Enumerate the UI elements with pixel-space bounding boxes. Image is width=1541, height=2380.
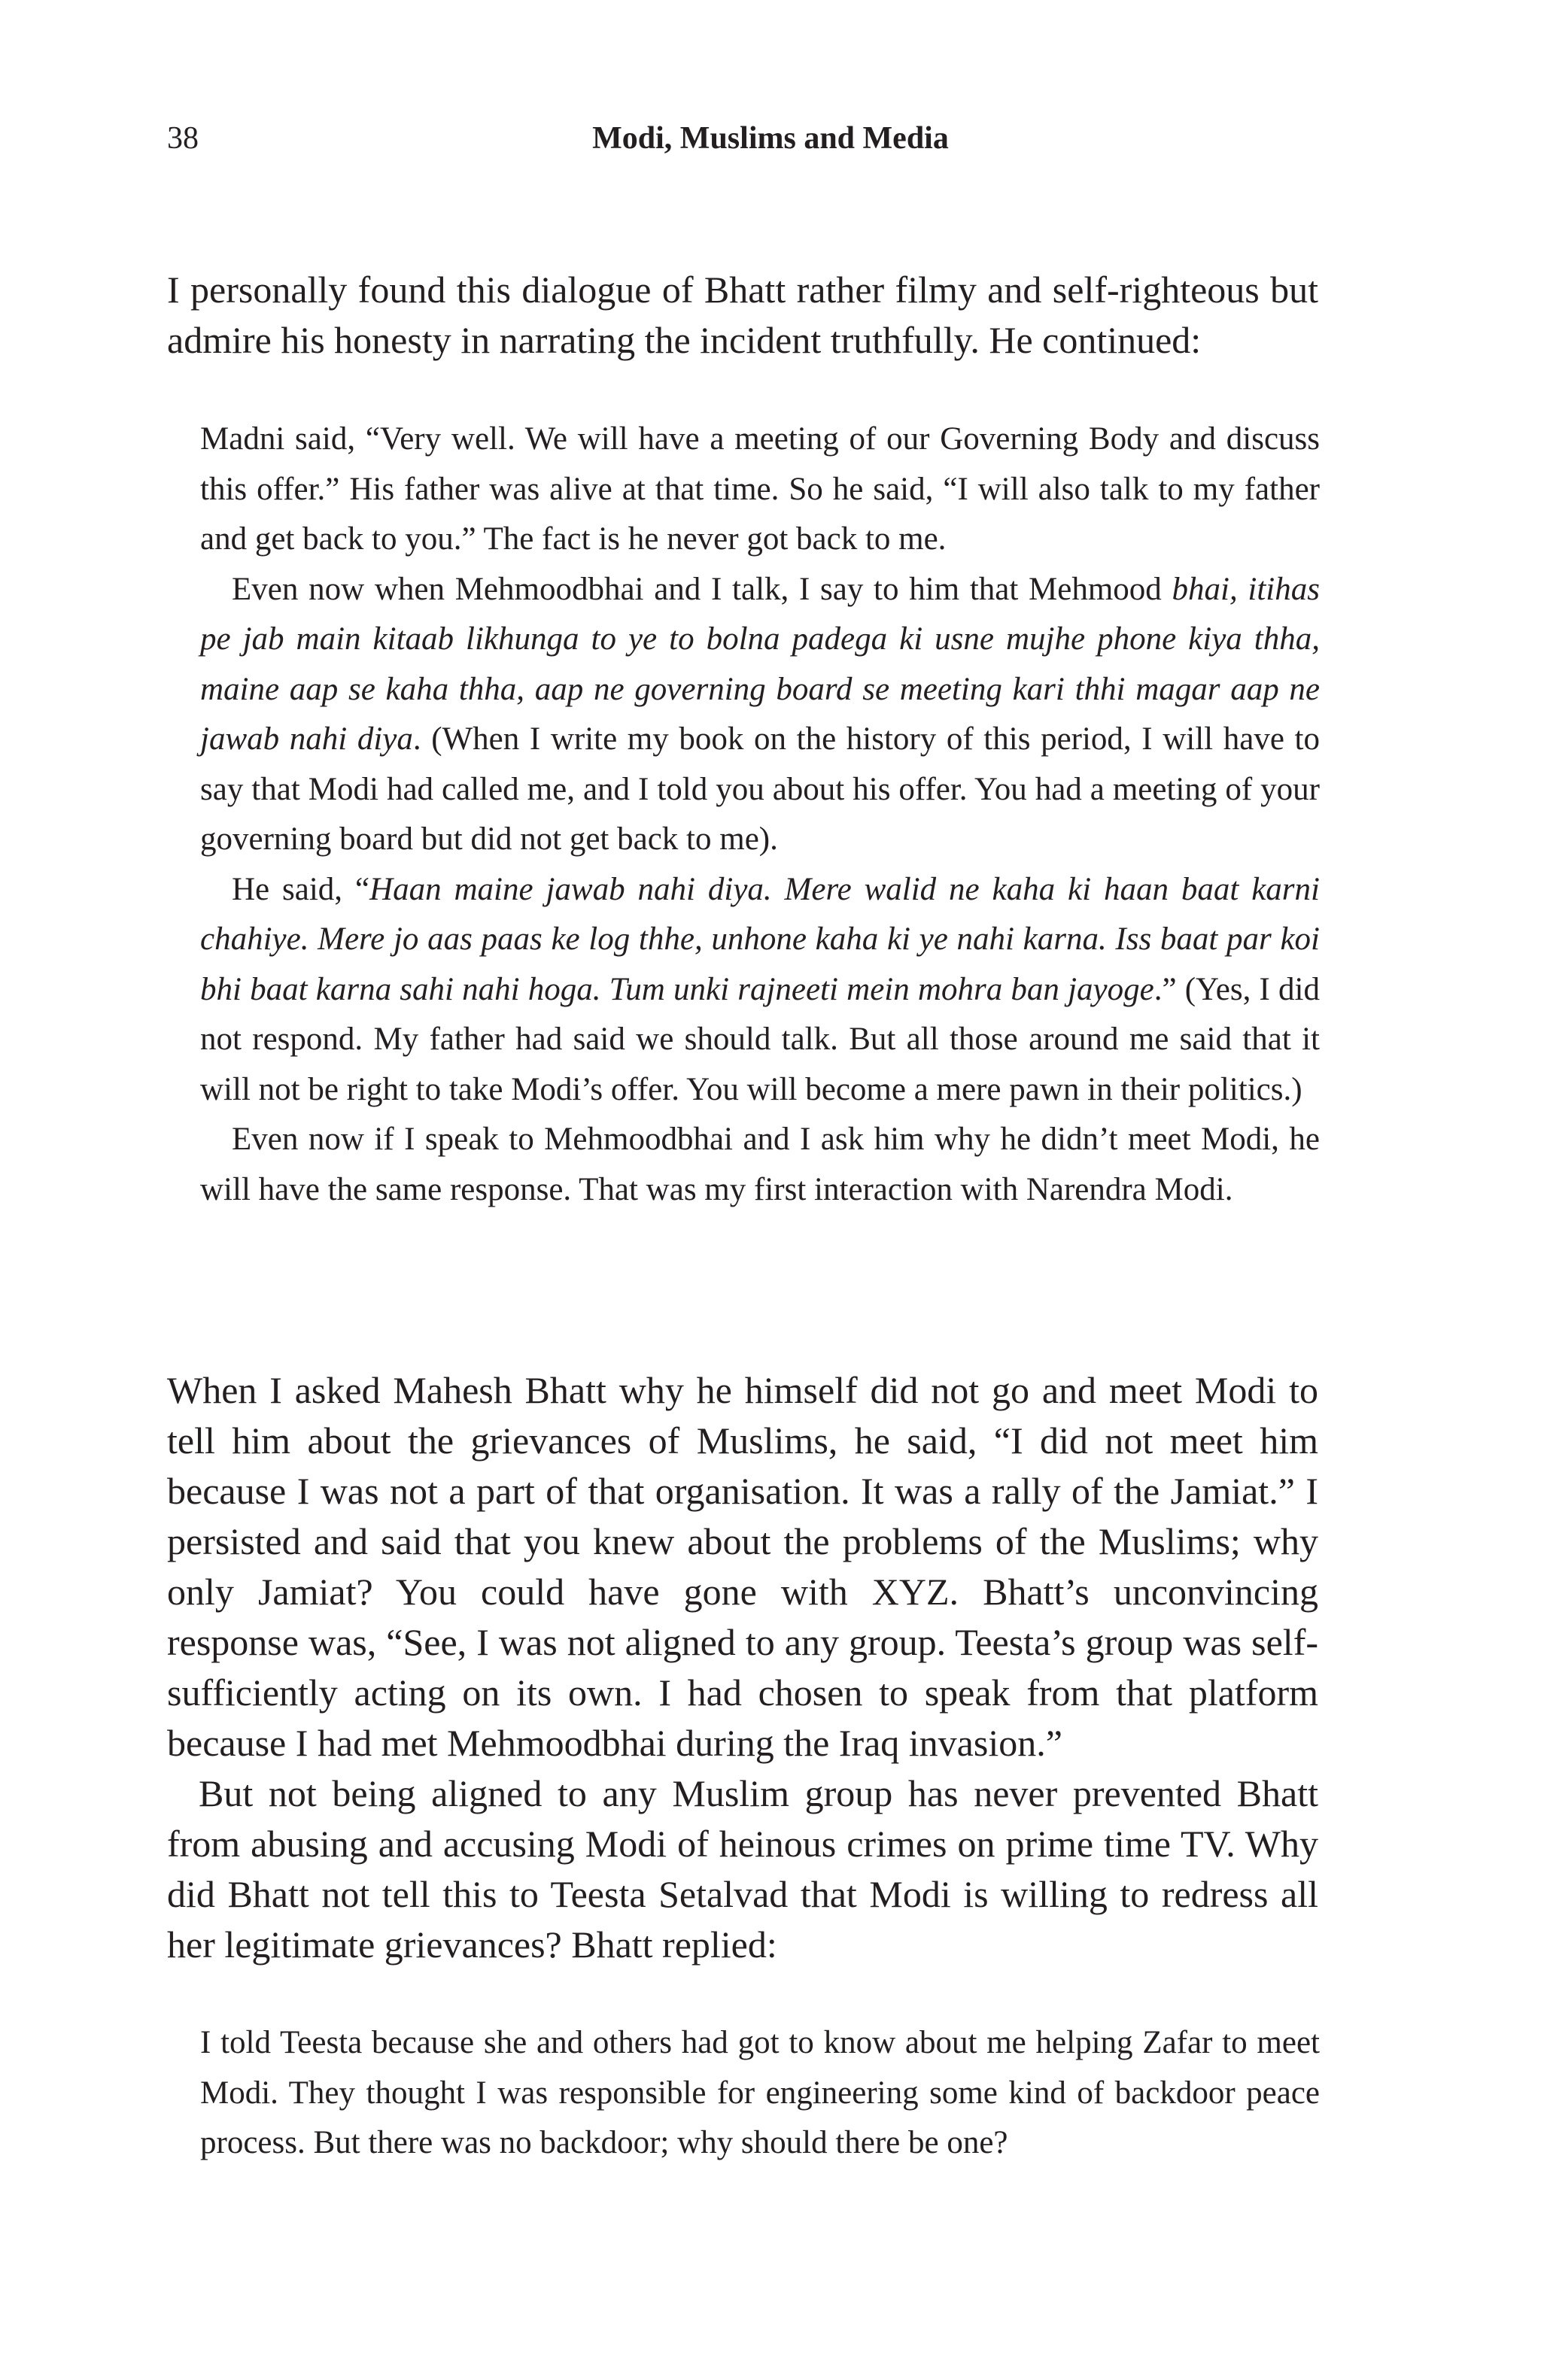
block-quote-teesta xyxy=(200,2018,1320,2169)
quote-text: Even now when Mehmoodbhai and I talk, I say to him that Mehmood xyxy=(232,571,1172,607)
quote-paragraph: I told Teesta because she and others had got to know about me helping Zafar to meet Modi. They thought I was responsible for engineering some kind of backdoor peace process. But there was no backdoor; why should there be one? xyxy=(200,2025,1320,2160)
block-quote-madni xyxy=(200,414,1320,1215)
quote-paragraph xyxy=(200,565,1320,865)
quote-italic-hindi: bhai, itihas pe jab main kitaab likhunga to ye to bolna padega ki usne mujhe phone kiya thha, maine aap se kaha thha, aap ne governing board se meeting kari thhi magar aap ne jawab nahi diya xyxy=(200,571,1320,757)
quote-italic-hindi: Haan maine jawab nahi diya. Mere walid ne kaha ki haan baat karni chahiye. Mere jo aas paas ke log thhe, unhone kaha ki ye nahi karna. Iss baat par koi bhi baat karna sahi nahi hoga. Tum unki rajneeti mein mohra ban jayoge xyxy=(200,871,1320,1007)
body-paragraph-bhatt: When I asked Mahesh Bhatt why he himself did not go and meet Modi to tell him about the grievances of Muslims, he said, “I did not meet him because I was not a part of that organisation. It was a rally of the Jamiat.” I persisted and said that you knew about the problems of the Muslims; why only Jamiat? You could have gone with XYZ. Bhatt’s unconvincing response was, “See, I was not aligned to any group. Teesta’s group was self-sufficiently acting on its own. I had chosen to speak from that platform because I had met Mehmoodbhai during the Iraq invasion.” xyxy=(167,1369,1318,1764)
body-paragraph-teesta: But not being aligned to any Muslim group has never prevented Bhatt from abusing and accusing Modi of heinous crimes on prime time TV. Why did Bhatt not tell this to Teesta Setalvad that Modi is willing to redress all her legitimate grievances? Bhatt replied: xyxy=(167,1772,1318,1966)
running-head: Modi, Muslims and Media xyxy=(592,121,949,156)
quote-text: . (When I write my book on the history of this period, I will have to say that Modi had called me, and I told you about his offer. You had a meeting of your governing board but did not get back to me). xyxy=(200,721,1321,857)
quote-text: .” (Yes, I did not respond. My father had said we should talk. But all those around me said that it will not be right to take Modi’s offer. You will become a mere pawn in their politics.) xyxy=(200,971,1321,1107)
quote-paragraph: Even now if I speak to Mehmoodbhai and I ask him why he didn’t meet Modi, he will have the same response. That was my first interaction with Narendra Modi. xyxy=(200,1122,1320,1207)
quote-paragraph: Madni said, “Very well. We will have a meeting of our Governing Body and discuss this offer.” His father was alive at that time. So he said, “I will also talk to my father and get back to you.” The fact is he never got back to me. xyxy=(200,421,1320,557)
quote-text: He said, “ xyxy=(232,871,370,907)
quote-paragraph xyxy=(200,865,1320,1116)
body-paragraph-intro: I personally found this dialogue of Bhatt rather filmy and self-righteous but admire his honesty in narrating the incident truthfully. He continued: xyxy=(167,269,1318,361)
page-number: 38 xyxy=(167,121,199,156)
